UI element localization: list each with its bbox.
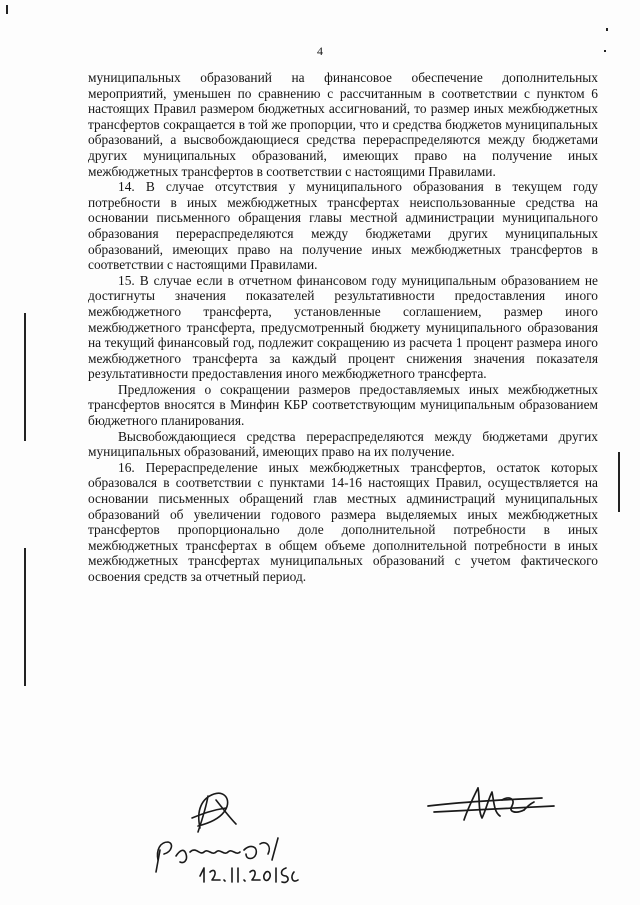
paragraph-continuation: муниципальных образований на финансовое обеспечение дополнительных мероприятий, уменьшен по сравнению с рассчитанным в соответствии с пунктом 6 настоящих Правил размером бюджетных ассигнований, то размер иных межбюджетных трансфертов сокращается в той же пропорции, что и средства бюджетов муниципальных образований, а высвобождающиеся средства перераспределяются между бюджетами других муниципальных образований, имеющих право на получение иных межбюджетных трансфертов в соответствии с настоящими Правилами. bbox=[88, 70, 598, 179]
margin-bar-2 bbox=[24, 548, 26, 686]
scan-mark-top-right bbox=[606, 28, 608, 31]
paragraph-14: 14. В случае отсутствия у муниципального образования в текущем году потребности в иных межбюджетных трансфертах неиспользованные средства на основании письменного обращения главы местной администрации муниципального образования перераспределяются между бюджетами других муниципальных образований, имеющих право на получение иных межбюджетных трансфертов в соответствии с настоящими Правилами. bbox=[88, 179, 598, 273]
document-body bbox=[88, 70, 598, 585]
page-number: 4 bbox=[317, 44, 323, 58]
right-signature bbox=[420, 780, 570, 830]
paragraph-released-funds: Высвобождающиеся средства перераспределяются между бюджетами других муниципальных образований, имеющих право на их получение. bbox=[88, 428, 598, 460]
margin-bar-1 bbox=[24, 313, 26, 441]
left-signature bbox=[140, 780, 320, 890]
paragraph-15: 15. В случае если в отчетном финансовом году муниципальным образованием не достигнуты значения показателей результативности предоставления иного межбюджетного трансферта, установленные соглашением, размер иного межбюджетного трансферта, предусмотренный бюджету муниципального образования на текущий финансовый год, подлежит сокращению из расчета 1 процент размера иного межбюджетного трансферта за каждый процент снижения значения показателя результативности предоставления иного межбюджетного трансферта. bbox=[88, 272, 598, 382]
scan-mark-top-left bbox=[6, 5, 8, 14]
paragraph-16: 16. Перераспределение иных межбюджетных трансфертов, остаток которых образовался в соответствии с пунктами 14-16 настоящих Правил, осуществляется на основании письменных обращений глав местных администраций муниципальных образований об увеличении годового размера выделяемых иных межбюджетных трансфертов пропорционально доле дополнительной потребности в иных межбюджетных трансфертах в общем объеме дополнительной потребности в иных межбюджетных трансфертах муниципальных образований с учетом фактического освоения средств за отчетный период. bbox=[88, 459, 598, 584]
margin-bar-right bbox=[618, 452, 620, 512]
paragraph-proposals: Предложения о сокращении размеров предоставляемых иных межбюджетных трансфертов вносятся в Минфин КБР соответствующим муниципальным образованием бюджетного планирования. bbox=[88, 381, 598, 429]
